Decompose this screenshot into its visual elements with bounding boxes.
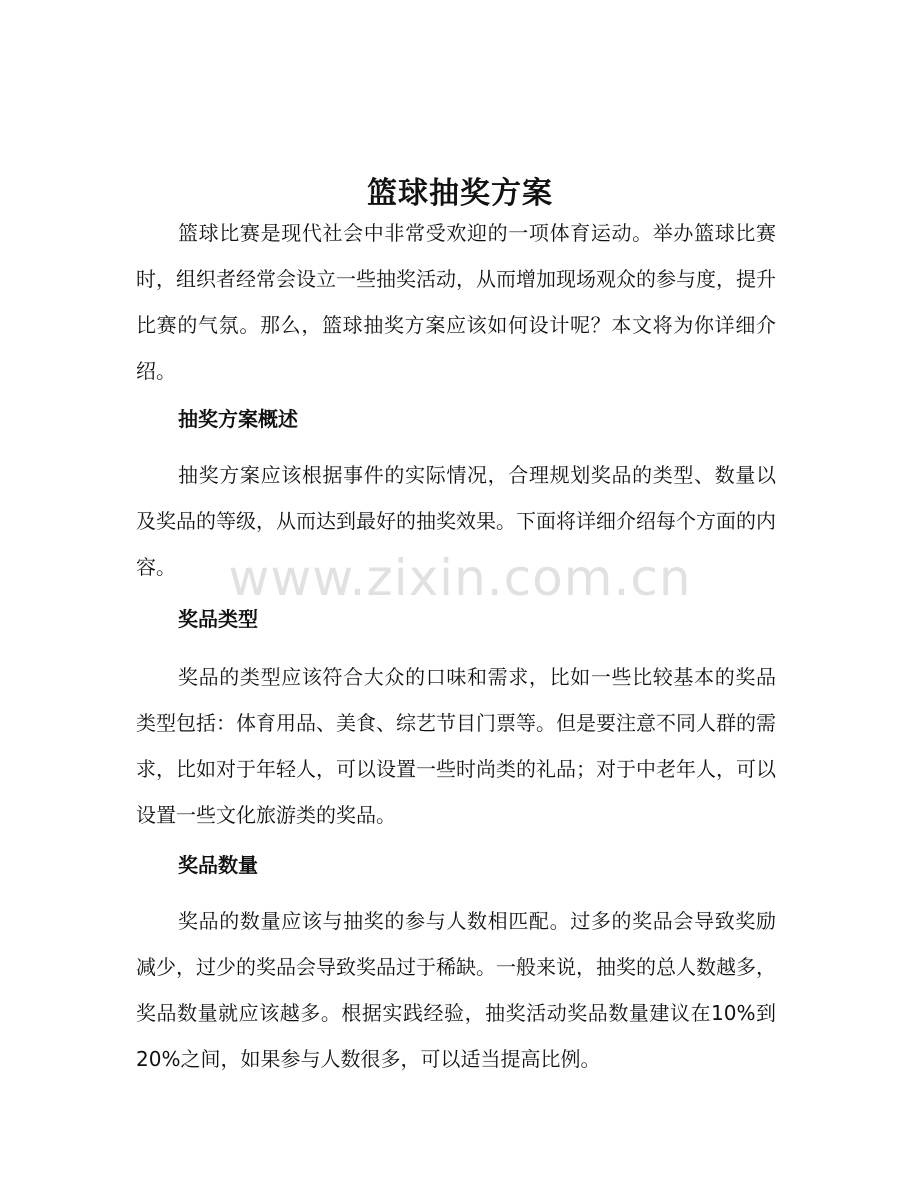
document-title: 篮球抽奖方案 xyxy=(367,176,553,212)
section-heading-prize-type: 奖品类型 xyxy=(178,607,258,631)
section-heading-prize-quantity: 奖品数量 xyxy=(178,853,258,877)
intro-paragraph: 篮球比赛是现代社会中非常受欢迎的一项体育运动。举办篮球比赛时，组织者经常会设立一些抽奖活动，从而增加现场观众的参与度，提升比赛的气氛。那么，篮球抽奖方案应该如何设计呢？本文将为你详细介绍。 xyxy=(136,221,776,383)
section-heading-overview: 抽奖方案概述 xyxy=(178,407,298,431)
section-body-prize-type: 奖品的类型应该符合大众的口味和需求，比如一些比较基本的奖品类型包括：体育用品、美食、综艺节目门票等。但是要注意不同人群的需求，比如对于年轻人，可以设置一些时尚类的礼品；对于中老年人，可以设置一些文化旅游类的奖品。 xyxy=(136,665,776,827)
section-body-overview: 抽奖方案应该根据事件的实际情况，合理规划奖品的类型、数量以及奖品的等级，从而达到最好的抽奖效果。下面将详细介绍每个方面的内容。 xyxy=(136,463,776,579)
watermark-text: www.zixin.com.cn xyxy=(228,549,692,607)
section-body-prize-quantity: 奖品的数量应该与抽奖的参与人数相匹配。过多的奖品会导致奖励减少，过少的奖品会导致奖品过于稀缺。一般来说，抽奖的总人数越多，奖品数量就应该越多。根据实践经验，抽奖活动奖品数量建议在10%到20%之间，如果参与人数很多，可以适当提高比例。 xyxy=(136,909,776,1071)
